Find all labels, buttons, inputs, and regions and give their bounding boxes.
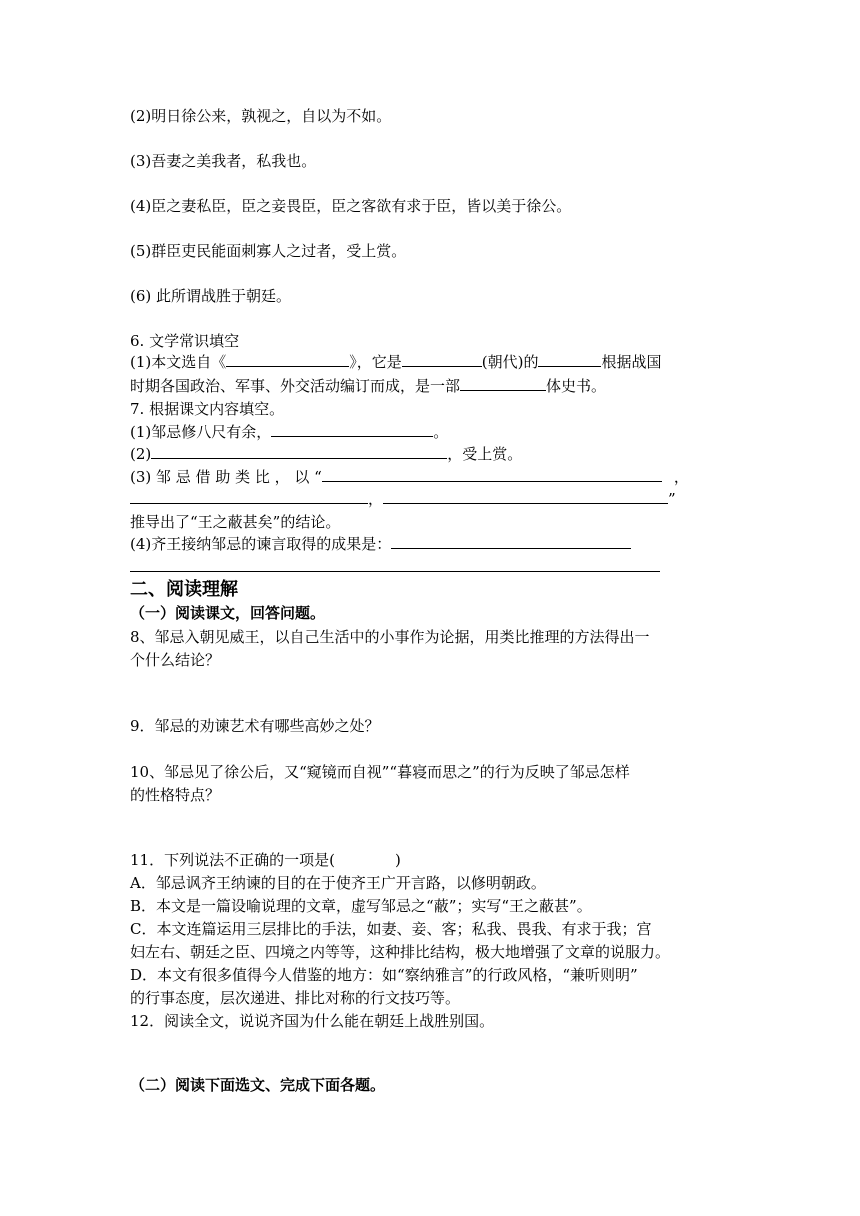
q7-blank-3c[interactable] (383, 489, 668, 504)
q10-line2: 的性格特点？ (130, 786, 221, 804)
q8-line1: 8、邹忌入朝见威王，以自己生活中的小事作为论据，用类比推理的方法得出一 (130, 628, 650, 646)
q7-blank-2[interactable] (151, 444, 447, 459)
q7-blank-1[interactable] (271, 422, 433, 437)
q7-line1-text: (1)邹忌修八尺有余， (130, 423, 272, 441)
q7-blank-4a[interactable] (391, 534, 631, 549)
q7-line4-comma: ， (368, 490, 384, 508)
q11-option-d-line1: D．本文有很多值得今人借鉴的地方：如“察纳雅言”的行政风格，“兼听则明” (130, 966, 638, 984)
q6-line1-text-a: (1)本文选自《 (130, 353, 227, 371)
q9: 9．邹忌的劝谏艺术有哪些高妙之处？ (130, 717, 380, 735)
q11-option-c-line1: C．本文连篇运用三层排比的手法，如妻、妾、客；私我、畏我、有求于我；宫 (130, 920, 652, 938)
q11-option-d-line2: 的行事态度，层次递进、排比对称的行文技巧等。 (130, 989, 461, 1007)
section2-sub2: （二）阅读下面选文、完成下面各题。 (130, 1076, 386, 1094)
q11-option-b: B．本文是一篇设喻说理的文章，虚写邹忌之“蔽”；实写“王之蔽甚”。 (130, 897, 592, 915)
q7-line4-quote: ” (668, 490, 676, 508)
q7-title: 7. 根据课文内容填空。 (130, 400, 285, 418)
q6-line1 (130, 352, 662, 372)
q6-line1-text-d: 根据战国 (601, 353, 662, 371)
q11-option-c-line2: 妇左右、朝廷之臣、四境之内等等，这种排比结构，极大地增强了文章的说服力。 (130, 943, 671, 961)
q7-line6 (130, 534, 631, 554)
item-5-4: (4)臣之妻私臣，臣之妾畏臣，臣之客欲有求于臣，皆以美于徐公。 (130, 197, 572, 215)
item-5-3: (3)吾妻之美我者，私我也。 (130, 152, 317, 170)
q6-line1-text-c: (朝代)的 (481, 353, 539, 371)
q7-line6-text: (4)齐王接纳邹忌的谏言取得的成果是： (130, 535, 392, 553)
q12: 12．阅读全文，说说齐国为什么能在朝廷上战胜别国。 (130, 1012, 495, 1030)
section2-title: 二、阅读理解 (130, 579, 238, 600)
q7-line1 (130, 422, 448, 442)
q6-blank-book[interactable] (226, 352, 349, 367)
item-5-2: (2)明日徐公来，孰视之，自以为不如。 (130, 107, 392, 125)
q7-blank-3b[interactable] (130, 489, 368, 504)
q7-blank-4b[interactable] (130, 571, 660, 572)
item-5-6: (6) 此所谓战胜于朝廷。 (130, 287, 292, 305)
q7-line5: 推导出了“王之蔽甚矣”的结论。 (130, 513, 341, 531)
q7-line4 (130, 489, 676, 509)
q11-option-a: A．邹忌讽齐王纳谏的目的在于使齐王广开言路，以修明朝政。 (130, 874, 546, 892)
q11-title: 11．下列说法不正确的一项是( ) (130, 851, 401, 869)
q6-title: 6. 文学常识填空 (130, 332, 240, 350)
q7-line3 (130, 467, 689, 487)
q6-line2-text-b: 体史书。 (546, 377, 607, 395)
q7-line2-text: (2) (130, 445, 152, 463)
q6-line2-text-a: 时期各国政治、军事、外交活动编订而成，是一部 (130, 377, 461, 395)
q7-line3-comma: ， (673, 468, 689, 486)
q7-line2 (130, 444, 522, 464)
q10-line1: 10、邹忌见了徐公后，又“窥镜而自视”“暮寝而思之”的行为反映了邹忌怎样 (130, 763, 630, 781)
q6-blank-author[interactable] (538, 352, 601, 367)
q6-line2 (130, 376, 606, 396)
q6-line1-text-b: 》，它是 (349, 353, 402, 371)
q6-blank-dynasty[interactable] (402, 352, 482, 367)
section2-sub1: （一）阅读课文，回答问题。 (130, 604, 326, 622)
q6-blank-genre[interactable] (460, 376, 546, 391)
item-5-5: (5)群臣吏民能面刺寡人之过者，受上赏。 (130, 242, 407, 260)
q7-line2-end: ，受上赏。 (447, 445, 523, 463)
q8-line2: 个什么结论？ (130, 651, 221, 669)
q7-line3-text: (3) 邹 忌 借 助 类 比 ， 以 “ (130, 468, 322, 486)
q7-line1-end: 。 (433, 423, 449, 441)
q7-blank-3a[interactable] (322, 467, 662, 482)
